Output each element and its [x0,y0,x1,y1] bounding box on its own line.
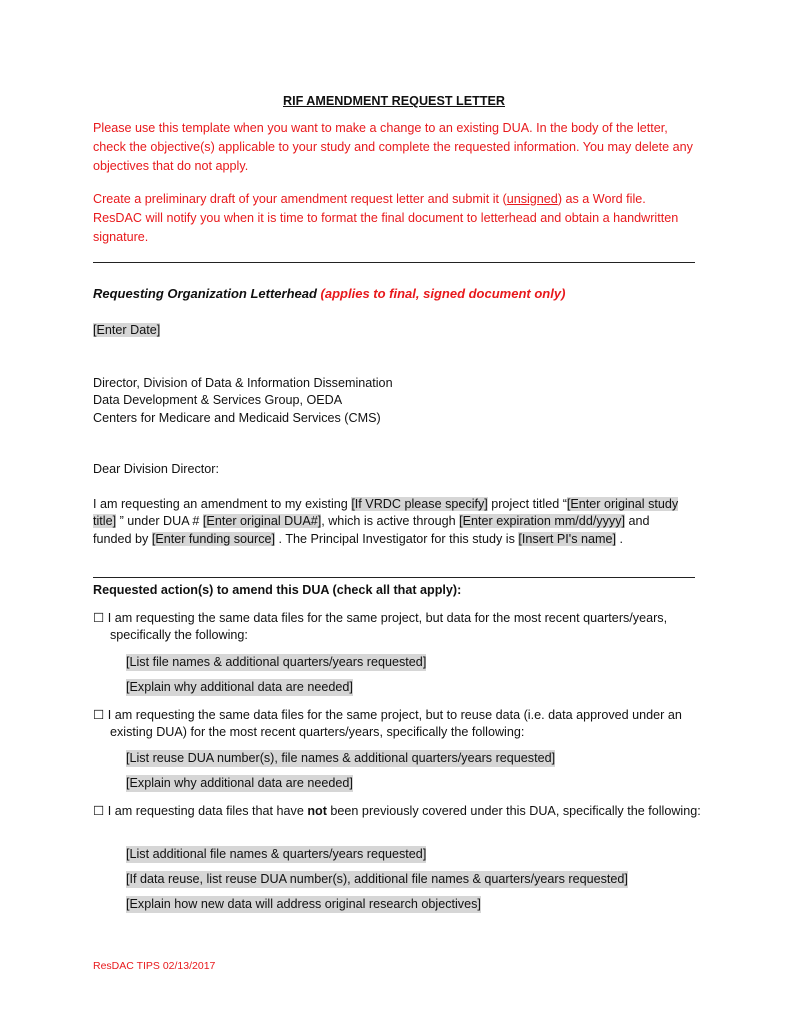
body-paragraph [93,496,688,548]
study-title-placeholder[interactable]: [Enter original study title] [93,497,679,529]
dua-number-placeholder[interactable]: [Enter original DUA#] [202,514,322,529]
action-placeholder[interactable]: [Explain how new data will address original research objectives] [126,897,481,911]
date-placeholder[interactable]: [Enter Date] [93,323,161,337]
divider [93,577,695,578]
unsigned-text: unsigned [506,192,558,206]
action-item-3 [93,803,703,820]
action-text: I am requesting data files that have [104,804,308,818]
action-placeholder[interactable]: [List reuse DUA number(s), file names & additional quarters/years requested] [126,751,556,765]
funding-source-placeholder[interactable]: [Enter funding source] [151,531,276,546]
letterhead-label: Requesting Organization Letterhead [93,286,317,301]
date-field[interactable] [93,323,698,337]
text: ” under DUA # [116,514,203,529]
expiration-placeholder[interactable]: [Enter expiration mm/dd/yyyy] [459,514,626,529]
action-placeholder[interactable]: [Explain why additional data are needed] [126,776,353,790]
text: project titled “ [487,497,567,511]
recipient-address [93,375,698,427]
text: I am requesting an amendment to my existing [93,497,352,511]
salutation: Dear Division Director: [93,462,219,476]
action-text: I am requesting the same data files for the same project, but to reuse data (i.e. data approved under an existing DUA) for the most recent quarters/years, specifically the following: [104,708,682,740]
vrdc-placeholder[interactable]: [If VRDC please specify] [351,497,488,511]
text: Create a preliminary draft of your amendment request letter and submit it ( [93,192,507,206]
document-title: RIF AMENDMENT REQUEST LETTER [282,94,506,108]
instruction-paragraph-1: Please use this template when you want to make a change to an existing DUA. In the body of the letter, check the objective(s) applicable to your study and complete the requested information. You may delete any objectives that do not apply. [93,121,693,173]
checkbox-icon[interactable]: ☐ [93,611,105,625]
text: . The Principal Investigator for this study is [275,531,519,546]
action-placeholder[interactable]: [List additional file names & quarters/years requested] [126,847,427,861]
text: ) as a Word file. ResDAC will notify you when it is time to format the final document to letterhead and obtain a handwritten signature. [93,192,679,244]
address-line: Data Development & Services Group, OEDA [93,393,343,408]
text: and funded by [93,514,650,546]
action-placeholder[interactable]: [List file names & additional quarters/years requested] [126,655,427,669]
actions-heading: Requested action(s) to amend this DUA (check all that apply): [93,583,462,597]
letterhead-line [93,286,698,301]
text: . [616,531,624,546]
text: , which is active through [321,514,460,529]
letterhead-note: (applies to final, signed document only) [320,286,566,301]
divider [93,262,695,263]
footer: ResDAC TIPS 02/13/2017 [93,960,216,972]
address-line: Director, Division of Data & Information Dissemination [93,376,393,390]
action-text: I am requesting the same data files for the same project, but data for the most recent quarters/years, specifically the following: [104,611,668,643]
action-item-1 [93,610,703,645]
action-placeholder[interactable]: [Explain why additional data are needed] [126,680,353,694]
bold-text: not [307,804,327,818]
checkbox-icon[interactable]: ☐ [93,708,105,722]
action-text: been previously covered under this DUA, specifically the following: [326,804,701,818]
address-line: Centers for Medicare and Medicaid Services (CMS) [93,410,381,425]
pi-name-placeholder[interactable]: [Insert PI's name] [518,531,617,546]
action-placeholder[interactable]: [If data reuse, list reuse DUA number(s), additional file names & quarters/years requested] [126,872,628,886]
action-item-2 [93,707,703,742]
instruction-paragraph-2 [93,190,698,247]
checkbox-icon[interactable]: ☐ [93,804,105,818]
